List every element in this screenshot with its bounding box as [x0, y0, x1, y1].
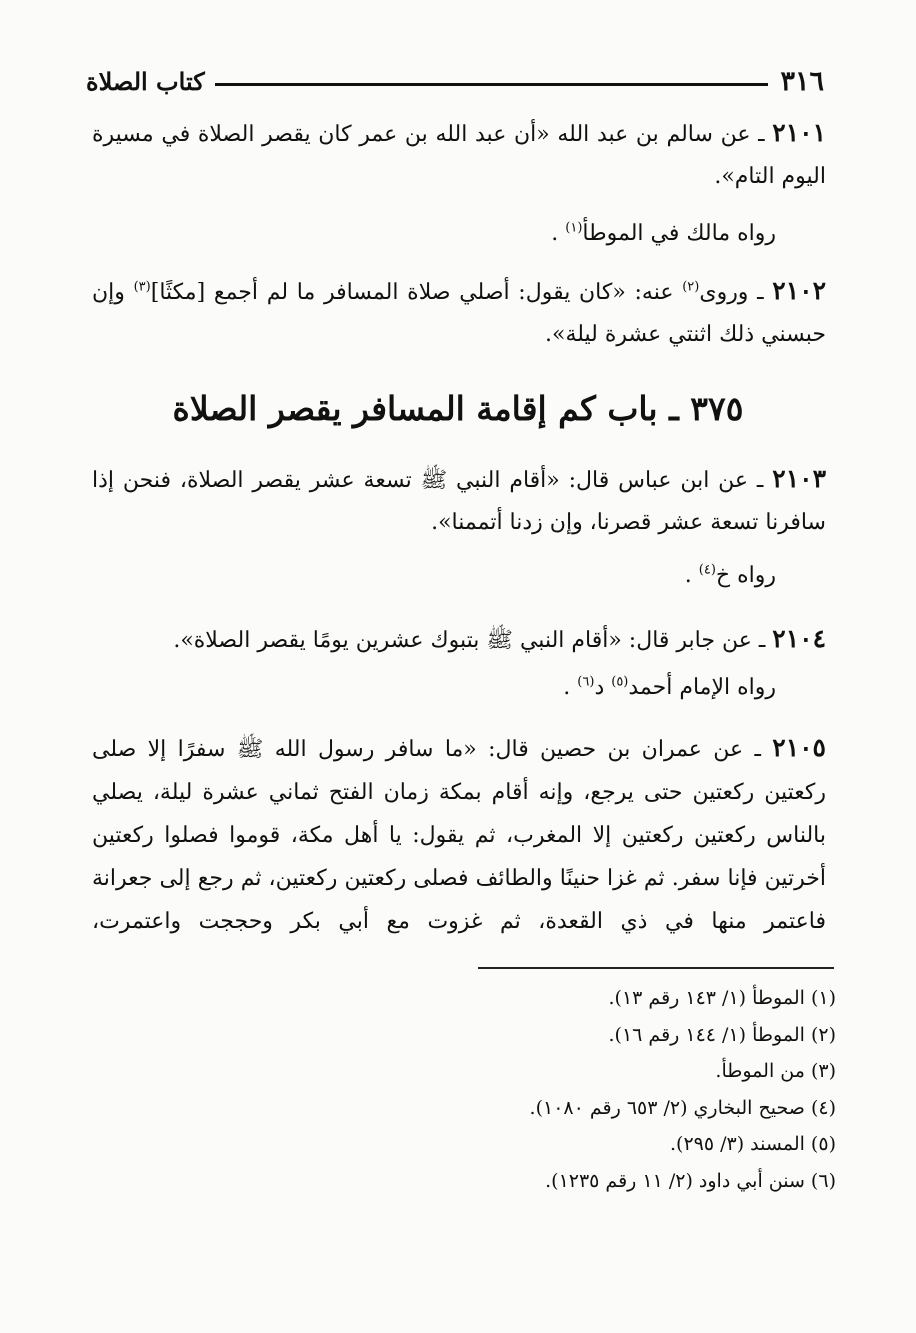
hadith-text-start: ـ وروى — [699, 280, 764, 305]
page-number: ٣١٦ — [780, 66, 824, 97]
footnote-item: (٥) المسند (٣/ ٢٩٥). — [669, 1133, 836, 1155]
hadith-number: ٢١٠١ — [772, 118, 826, 147]
footnote-item: (٦) سنن أبي داود (٢/ ١١ رقم ١٢٣٥). — [545, 1169, 836, 1192]
footnotes — [16, 980, 836, 1199]
hadith-2102 — [92, 270, 826, 356]
footnote-ref: (٤) — [698, 562, 716, 578]
source-tail: . — [563, 675, 578, 700]
footnote-item: (٤) صحيح البخاري (٢/ ٦٥٣ رقم ١٠٨٠). — [529, 1096, 836, 1119]
hadith-text: ـ عن عمران بن حصين قال: «ما سافر رسول الله ﷺ سفرًا إلا صلى ركعتين ركعتين حتى يرجع، وإنه أقام بمكة زمان الفتح ثماني عشرة ليلة، يصلي بالناس ركعتين ركعتين إلا المغرب، ثم يقول: يا أهل مكة، قوموا فصلوا ركعتين أخرتين فإنا سفر. ثم غزا حنينًا والطائف فصلى ركعتين ركعتين، ثم رجع إلى جعرانة فاعتمر منها في ذي القعدة، ثم غزوت مع أبي بكر وحججت واعتمرت، — [92, 737, 826, 934]
source-text-2: د — [594, 675, 612, 700]
source-2103 — [685, 556, 776, 596]
hadith-2101 — [92, 112, 826, 198]
source-2101 — [551, 214, 776, 254]
footnote-ref: (٦) — [577, 674, 595, 690]
footnote-ref: (٢) — [682, 279, 700, 295]
footnote-item: (٢) الموطأ (١/ ١٤٤ رقم ١٦). — [608, 1023, 836, 1046]
header-rule — [215, 83, 769, 86]
footnote-item: (١) الموطأ (١/ ١٤٣ رقم ١٣). — [608, 987, 836, 1009]
hadith-number: ٢١٠٥ — [772, 733, 826, 762]
hadith-text-middle: عنه: «كان يقول: أصلي صلاة المسافر ما لم أجمع [مكثًا] — [150, 280, 683, 305]
hadith-number: ٢١٠٤ — [772, 624, 826, 653]
hadith-text: ـ عن سالم بن عبد الله «أن عبد الله بن عمر كان يقصر الصلاة في مسيرة اليوم التام». — [92, 122, 826, 189]
running-header — [86, 58, 824, 98]
hadith-number: ٢١٠٣ — [772, 464, 826, 493]
hadith-text: ـ عن جابر قال: «أقام النبي ﷺ بتبوك عشرين يومًا يقصر الصلاة». — [173, 628, 766, 653]
source-tail: . — [684, 563, 699, 588]
source-text: رواه الإمام أحمد — [628, 675, 776, 700]
footnote-ref: (١) — [565, 220, 583, 236]
hadith-2103 — [92, 458, 826, 544]
source-text: رواه خ — [715, 563, 776, 588]
hadith-2104 — [92, 618, 826, 662]
source-2104 — [563, 668, 776, 708]
hadith-text: ـ عن ابن عباس قال: «أقام النبي ﷺ تسعة عشر يقصر الصلاة، فنحن إذا سافرنا تسعة عشر قصرنا، وإن زدنا أتممنا». — [92, 468, 826, 535]
footnote-ref: (٥) — [611, 674, 629, 690]
footnote-item: (٣) من الموطأ. — [715, 1060, 836, 1082]
source-tail: . — [551, 221, 566, 246]
chapter-heading: ٣٧٥ ـ باب كم إقامة المسافر يقصر الصلاة — [172, 389, 744, 428]
book-title: كتاب الصلاة — [86, 67, 205, 96]
footnote-ref: (٣) — [133, 279, 151, 295]
hadith-number: ٢١٠٢ — [772, 276, 827, 305]
source-text: رواه مالك في الموطأ — [582, 221, 776, 246]
hadith-text-end: وإن حبسني ذلك اثنتي عشرة ليلة». — [92, 280, 826, 347]
footnote-separator — [478, 967, 834, 969]
hadith-2105 — [92, 726, 826, 943]
